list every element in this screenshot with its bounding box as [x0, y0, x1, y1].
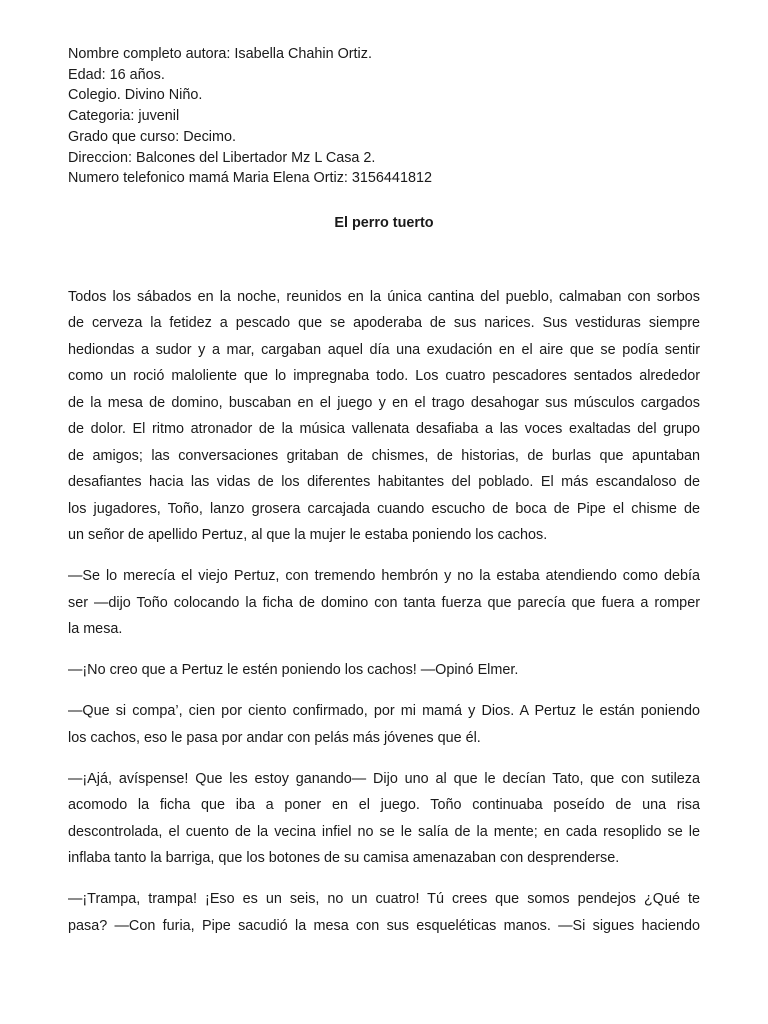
author-info-line: Direccion: Balcones del Libertador Mz L Casa 2.: [68, 149, 376, 166]
paragraph-line: —¡No creo que a Pertuz le estén poniendo los cachos! —Opinó Elmer.: [68, 662, 519, 679]
paragraph-line: los cachos, eso le pasa por andar con pelás más jóvenes que él.: [68, 729, 481, 746]
paragraph-line: los jugadores, Toño, lanzo grosera carcajada cuando escucho de boca de Pipe el chisme de: [68, 500, 700, 517]
paragraph-line: pasa? —Con furia, Pipe sacudió la mesa con sus esqueléticas manos. —Si sigues haciendo: [68, 917, 700, 934]
paragraph-line: descontrolada, el cuento de la vecina infiel no se le salía de la mente; en cada resoplido se le: [68, 823, 700, 840]
story-paragraph: [68, 698, 700, 751]
author-info-line: Categoria: juvenil: [68, 108, 180, 125]
story-paragraph: [68, 284, 700, 549]
paragraph-line: de amigos; las conversaciones gritaban de chismes, de historias, de burlas que apuntaban: [68, 447, 700, 464]
paragraph-line: de dolor. El ritmo atronador de la música vallenata desafiaba a las voces exaltadas del grupo: [68, 421, 700, 438]
paragraph-line: un señor de apellido Pertuz, al que la mujer le estaba poniendo los cachos.: [68, 527, 548, 544]
story-paragraph: [68, 563, 700, 643]
author-info-line: Numero telefonico mamá Maria Elena Ortiz: 3156441812: [68, 170, 432, 187]
story-paragraph: [68, 766, 700, 872]
paragraph-line: ser —dijo Toño colocando la ficha de domino con tanta fuerza que parecía que fuera a romper: [68, 594, 700, 611]
paragraph-line: de la mesa de domino, buscaban en el juego y en el trago desahogar sus músculos cargados: [68, 394, 700, 411]
paragraph-line: —Que si compa’, cien por ciento confirmado, por mi mamá y Dios. A Pertuz le están poniendo: [68, 703, 700, 720]
paragraph-line: —¡Trampa, trampa! ¡Eso es un seis, no un cuatro! Tú crees que somos pendejos ¿Qué te: [68, 891, 700, 908]
paragraph-line: hediondas a sudor y a mar, cargaban aquel día una exudación en el aire que se podía sentir: [68, 341, 700, 358]
author-info-block: [68, 44, 700, 189]
author-info-line: Colegio. Divino Niño.: [68, 87, 203, 104]
paragraph-line: desafiantes hacia las vidas de los diferentes habitantes del poblado. El más escandaloso de: [68, 474, 700, 491]
author-info-line: Edad: 16 años.: [68, 66, 165, 83]
document-page: [68, 44, 700, 954]
story-paragraph: [68, 657, 700, 684]
story-body: [68, 284, 700, 940]
story-title: El perro tuerto: [334, 214, 434, 231]
author-info-line: Nombre completo autora: Isabella Chahin Ortiz.: [68, 46, 372, 62]
paragraph-line: la mesa.: [68, 621, 123, 638]
paragraph-line: —¡Ajá, avíspense! Que les estoy ganando— Dijo uno al que le decían Tato, que con sutileza: [68, 770, 700, 787]
paragraph-line: —Se lo merecía el viejo Pertuz, con tremendo hembrón y no la estaba atendiendo como debía: [68, 568, 700, 585]
author-info-line: Grado que curso: Decimo.: [68, 128, 236, 145]
story-paragraph: [68, 886, 700, 939]
paragraph-line: Todos los sábados en la noche, reunidos en la única cantina del pueblo, calmaban con sorbos: [68, 288, 700, 305]
paragraph-line: acomodo la ficha que iba a poner en el juego. Toño continuaba poseído de una risa: [68, 797, 700, 814]
paragraph-line: inflaba tanto la barriga, que los botones de su camisa amenazaban con desprenderse.: [68, 850, 620, 867]
paragraph-line: de cerveza la fetidez a pescado que se apoderaba de sus narices. Sus vestiduras siempre: [68, 315, 700, 332]
paragraph-line: como un roció maloliente que lo impregnaba todo. Los cuatro pescadores sentados alrededor: [68, 368, 700, 385]
